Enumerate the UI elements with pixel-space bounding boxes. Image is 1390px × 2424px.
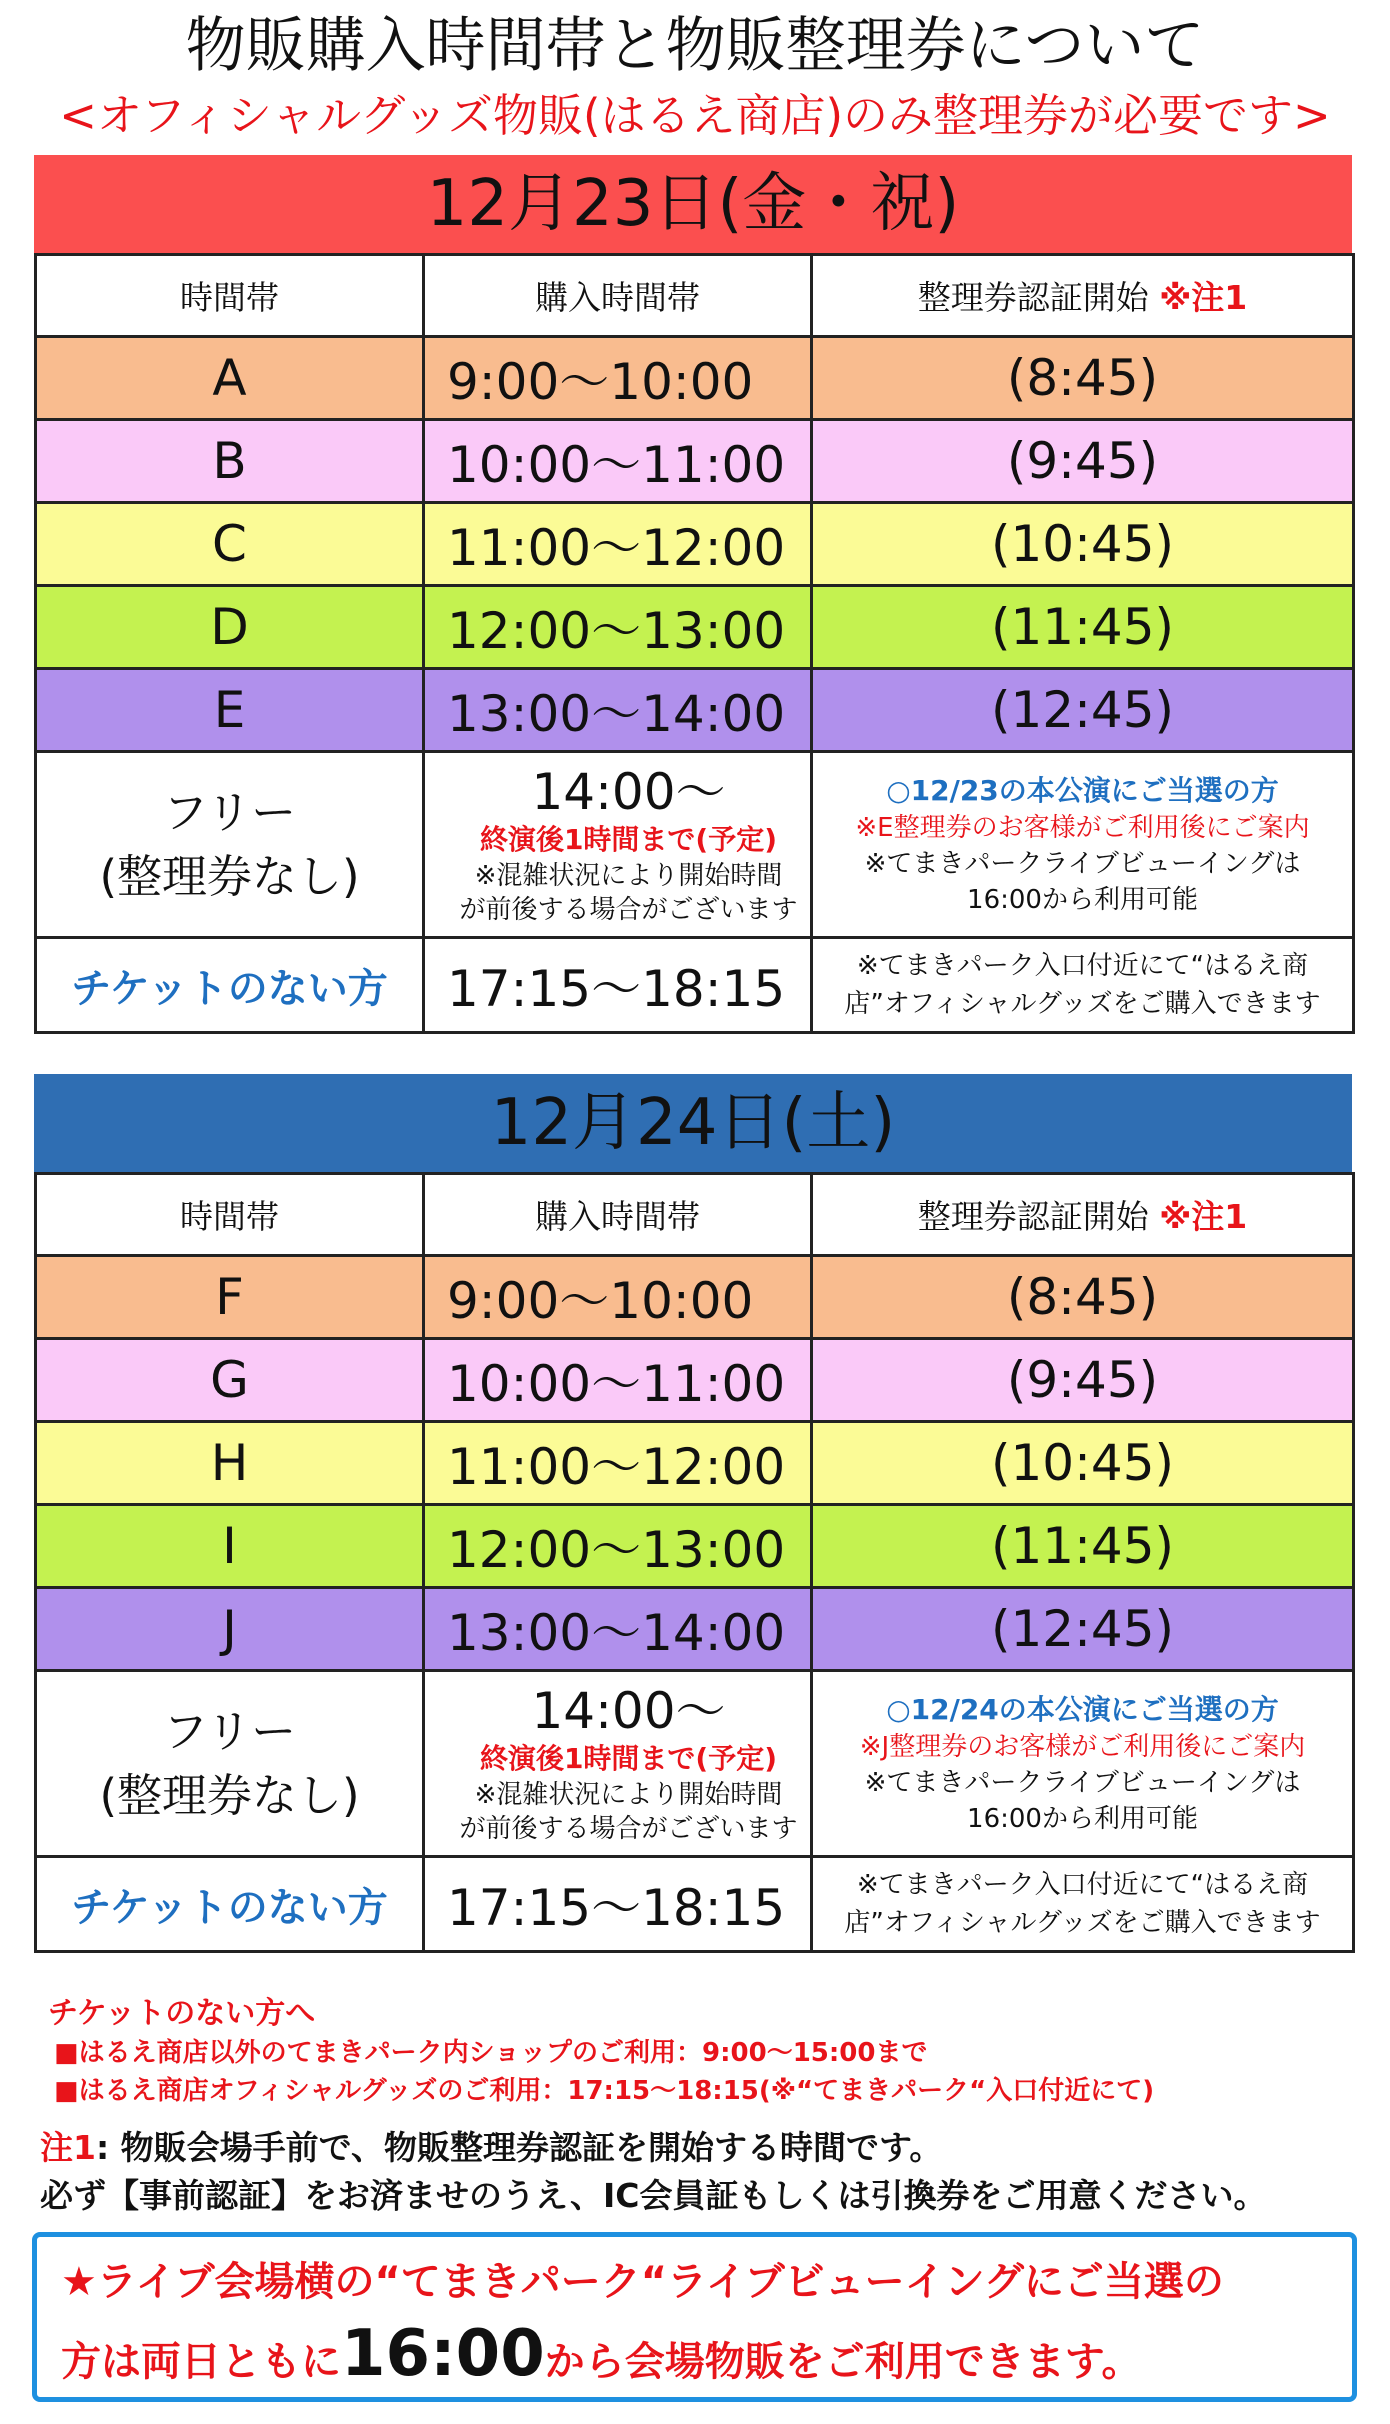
slot-auth: (9:45) [812, 420, 1354, 503]
no-ticket-footnotes [48, 1994, 1348, 2110]
free-row [36, 1671, 1354, 1857]
table-row [36, 669, 1354, 752]
no-ticket-row [36, 1857, 1354, 1952]
header-auth-start [812, 1174, 1354, 1256]
free-time-cell [424, 752, 812, 938]
header-purchase-time: 購入時間帯 [424, 1174, 812, 1256]
no-ticket-note1: ※てまきパーク入口付近にて“はるえ商 [856, 951, 1309, 981]
no-ticket-time: 17:15〜18:15 [424, 938, 812, 1033]
slot-time: 10:00〜11:00 [424, 420, 812, 503]
header-note-mark: ※注1 [1159, 1197, 1248, 1236]
footnote-line: ■はるえ商店以外のてまきパーク内ショップのご利用：9:00〜15:00まで [54, 2038, 928, 2068]
slot-label: G [36, 1339, 424, 1422]
header-purchase-time: 購入時間帯 [424, 255, 812, 337]
note1-block [40, 2124, 1360, 2220]
free-label-cell [36, 1671, 424, 1857]
no-ticket-note-cell [812, 1857, 1354, 1952]
table-row [36, 337, 1354, 420]
slot-auth: (11:45) [812, 586, 1354, 669]
slot-label: F [36, 1256, 424, 1339]
free-until: 終演後1時間まで(予定) [479, 822, 778, 856]
notice-line2-a: 方は両日ともに [61, 2339, 341, 2385]
free-winner-note: ○12/24の本公演にご当選の方 [886, 1692, 1279, 1726]
free-label-sub: (整理券なし) [99, 849, 360, 903]
free-note-line1: ※混雑状況により開始時間 [474, 860, 783, 891]
note1-text: : 物販会場手前で、物販整理券認証を開始する時間です。 [95, 2128, 943, 2167]
slot-label: A [36, 337, 424, 420]
note1-label: 注1 [40, 2128, 96, 2167]
slot-auth: (10:45) [812, 1422, 1354, 1505]
slot-time: 11:00〜12:00 [424, 1422, 812, 1505]
slot-label: B [36, 420, 424, 503]
notice-line2-b: から会場物販をご利用できます。 [544, 2339, 1142, 2385]
notice-time: 16:00 [341, 2317, 545, 2391]
free-start-time: 14:00〜 [531, 1681, 726, 1740]
table-row [36, 1339, 1354, 1422]
header-auth-start [812, 255, 1354, 337]
free-time-cell [424, 1671, 812, 1857]
date-bar-day2: 12月24日(土) [34, 1074, 1352, 1172]
schedule-table-day1 [34, 253, 1355, 1034]
note1-line2: 必ず【事前認証】をお済ませのうえ、IC会員証もしくは引換券をご用意ください。 [40, 2176, 1267, 2215]
free-label: フリー [162, 785, 297, 839]
slot-time: 12:00〜13:00 [424, 1505, 812, 1588]
free-lv-note1: ※てまきパークライブビューイングは [864, 848, 1301, 879]
free-winner-note: ○12/23の本公演にご当選の方 [886, 773, 1279, 807]
table-row [36, 1422, 1354, 1505]
table-header-row [36, 1174, 1354, 1256]
slot-time: 13:00〜14:00 [424, 669, 812, 752]
notice-line2 [61, 2317, 1328, 2399]
header-note-mark: ※注1 [1159, 278, 1248, 317]
table-row [36, 503, 1354, 586]
slot-auth: (10:45) [812, 503, 1354, 586]
free-lv-note1: ※てまきパークライブビューイングは [864, 1767, 1301, 1798]
free-lv-note2: 16:00から利用可能 [967, 884, 1198, 915]
table-row [36, 1256, 1354, 1339]
header-time-slot: 時間帯 [36, 255, 424, 337]
table-row [36, 1588, 1354, 1671]
slot-time: 9:00〜10:00 [424, 1256, 812, 1339]
footnotes-title: チケットのない方へ [48, 1996, 316, 2031]
free-label-cell [36, 752, 424, 938]
free-note-line2: が前後する場合がございます [459, 894, 798, 925]
slot-time: 12:00〜13:00 [424, 586, 812, 669]
slot-auth: (8:45) [812, 337, 1354, 420]
page-subtitle: <オフィシャルグッズ物販(はるえ商店)のみ整理券が必要です> [59, 89, 1331, 142]
date-bar-day1: 12月23日(金・祝) [34, 155, 1352, 253]
slot-label: C [36, 503, 424, 586]
slot-auth: (12:45) [812, 1588, 1354, 1671]
slot-auth: (11:45) [812, 1505, 1354, 1588]
free-label-sub: (整理券なし) [99, 1768, 360, 1822]
no-ticket-note-cell [812, 938, 1354, 1033]
no-ticket-note2: 店”オフィシャルグッズをご購入できます [844, 989, 1321, 1019]
table-row [36, 1505, 1354, 1588]
slot-label: J [36, 1588, 424, 1671]
slot-label: I [36, 1505, 424, 1588]
table-row [36, 586, 1354, 669]
page-title: 物販購入時間帯と物販整理券について [185, 11, 1205, 81]
schedule-table-day2 [34, 1172, 1355, 1953]
live-viewing-notice [32, 2232, 1357, 2402]
table-header-row [36, 255, 1354, 337]
no-ticket-note2: 店”オフィシャルグッズをご購入できます [844, 1908, 1321, 1938]
free-row [36, 752, 1354, 938]
slot-time: 11:00〜12:00 [424, 503, 812, 586]
slot-time: 13:00〜14:00 [424, 1588, 812, 1671]
no-ticket-label: チケットのない方 [36, 938, 424, 1033]
slot-auth: (8:45) [812, 1256, 1354, 1339]
no-ticket-row [36, 938, 1354, 1033]
no-ticket-label: チケットのない方 [36, 1857, 424, 1952]
no-ticket-note1: ※てまきパーク入口付近にて“はるえ商 [856, 1870, 1309, 1900]
free-label: フリー [162, 1704, 297, 1758]
slot-auth: (12:45) [812, 669, 1354, 752]
notice-line1: ★ライブ会場横の“てまきパーク“ライブビューイングにご当選の [61, 2259, 1224, 2305]
slot-label: H [36, 1422, 424, 1505]
slot-label: E [36, 669, 424, 752]
footnote-line: ■はるえ商店オフィシャルグッズのご利用：17:15〜18:15(※“てまきパーク“入口付近にて) [54, 2076, 1155, 2106]
table-row [36, 420, 1354, 503]
slot-auth: (9:45) [812, 1339, 1354, 1422]
free-info-cell [812, 752, 1354, 938]
free-note-line1: ※混雑状況により開始時間 [474, 1779, 783, 1810]
slot-time: 10:00〜11:00 [424, 1339, 812, 1422]
free-lv-note2: 16:00から利用可能 [967, 1803, 1198, 1834]
free-guide-note: ※E整理券のお客様がご利用後にご案内 [855, 812, 1310, 843]
free-start-time: 14:00〜 [531, 762, 726, 821]
free-info-cell [812, 1671, 1354, 1857]
no-ticket-time: 17:15〜18:15 [424, 1857, 812, 1952]
note1-line1 [40, 2124, 1360, 2172]
header-auth-start-label: 整理券認証開始 [917, 1197, 1149, 1236]
free-until: 終演後1時間まで(予定) [479, 1741, 778, 1775]
free-note-line2: が前後する場合がございます [459, 1813, 798, 1844]
header-time-slot: 時間帯 [36, 1174, 424, 1256]
slot-label: D [36, 586, 424, 669]
header-auth-start-label: 整理券認証開始 [917, 278, 1149, 317]
free-guide-note: ※J整理券のお客様がご利用後にご案内 [859, 1731, 1306, 1762]
slot-time: 9:00〜10:00 [424, 337, 812, 420]
